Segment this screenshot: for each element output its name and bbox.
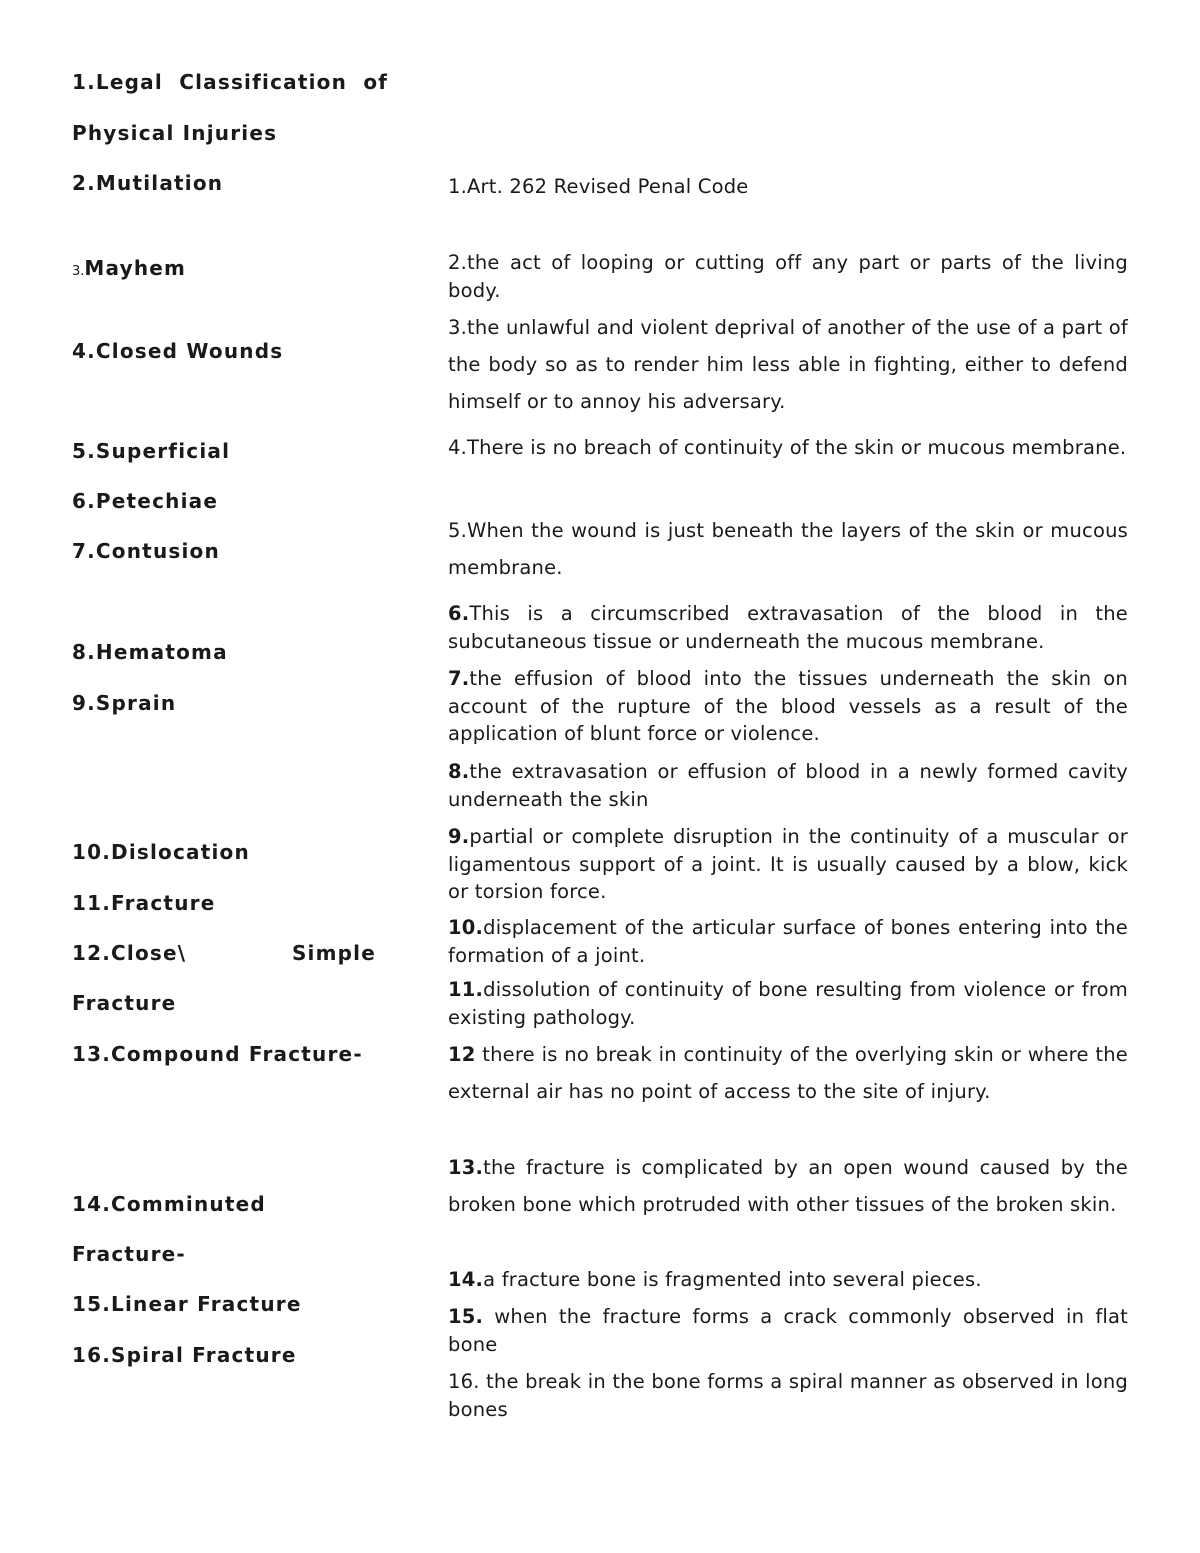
term-label: Closed Wounds <box>95 339 284 363</box>
term-label: Contusion <box>95 539 220 563</box>
definition-text: a fracture bone is fragmented into several pieces. <box>483 1268 982 1291</box>
term-label: Fracture- <box>72 1242 186 1266</box>
term-number: 15. <box>72 1292 112 1316</box>
term-label: Mutilation <box>95 171 224 195</box>
definition-number: 2. <box>448 251 468 274</box>
definition-text: When the wound is just beneath the layers of the skin or mucous membrane. <box>448 519 1128 579</box>
term-label: Close\ <box>111 941 187 965</box>
term-number: 7. <box>72 539 96 563</box>
definition-text: the extravasation or effusion of blood in a newly formed cavity underneath the skin <box>448 760 1128 811</box>
term-9 <box>72 691 376 715</box>
term-1-cont <box>72 121 376 145</box>
term-number: 8. <box>72 640 96 664</box>
definition-text: the act of looping or cutting off any part or parts of the living body. <box>448 251 1128 302</box>
definition-text: partial or complete disruption in the continuity of a muscular or ligamentous support of a joint. It is usually caused by a blow, kick or torsion force. <box>448 825 1128 903</box>
definition-11 <box>448 976 1128 1031</box>
term-2 <box>72 171 376 195</box>
definition-13 <box>448 1149 1128 1223</box>
term-12 <box>72 941 376 965</box>
definition-1 <box>448 173 1128 201</box>
definition-number: 13. <box>448 1156 484 1179</box>
term-number: 3. <box>72 264 85 279</box>
definition-10 <box>448 914 1128 969</box>
definition-text: the fracture is complicated by an open wound caused by the broken bone which protruded with other tissues of the broken skin. <box>448 1156 1128 1216</box>
definition-number: 5. <box>448 519 468 542</box>
term-label: Sprain <box>95 691 177 715</box>
definition-5 <box>448 512 1128 586</box>
term-14 <box>72 1192 376 1216</box>
definition-16 <box>448 1368 1128 1423</box>
definition-4 <box>448 429 1128 466</box>
definition-text: the break in the bone forms a spiral manner as observed in long bones <box>448 1370 1128 1421</box>
definition-text: displacement of the articular surface of bones entering into the formation of a joint. <box>448 916 1128 967</box>
term-number: 14. <box>72 1192 112 1216</box>
term-label: Linear Fracture <box>111 1292 302 1316</box>
term-number: 10. <box>72 840 112 864</box>
term-label: Compound Fracture- <box>111 1042 363 1066</box>
definition-number: 14. <box>448 1268 484 1291</box>
definition-number: 8. <box>448 760 470 783</box>
term-number: 11. <box>72 891 112 915</box>
term-8 <box>72 640 376 664</box>
definition-number: 1. <box>448 175 468 198</box>
definition-text: the effusion of blood into the tissues underneath the skin on account of the rupture of the blood vessels as a result of the application of blunt force or violence. <box>448 667 1128 745</box>
definition-text: there is no break in continuity of the overlying skin or where the external air has no point of access to the site of injury. <box>448 1043 1128 1103</box>
definition-7 <box>448 665 1128 748</box>
definition-text: This is a circumscribed extravasation of the blood in the subcutaneous tissue or underneath the mucous membrane. <box>448 602 1128 653</box>
term-16 <box>72 1343 376 1367</box>
term-6 <box>72 489 376 513</box>
definition-number: 12 <box>448 1043 476 1066</box>
definition-15 <box>448 1303 1128 1358</box>
term-label: Legal Classification of <box>95 70 389 94</box>
term-label: Comminuted <box>111 1192 266 1216</box>
definition-3 <box>448 309 1128 420</box>
term-number: 6. <box>72 489 96 513</box>
term-number: 9. <box>72 691 96 715</box>
term-15 <box>72 1292 376 1316</box>
term-label: Mayhem <box>84 256 187 280</box>
definition-12 <box>448 1036 1128 1110</box>
definition-number: 4. <box>448 436 468 459</box>
term-number: 5. <box>72 439 96 463</box>
term-4 <box>72 339 376 363</box>
definition-number: 7. <box>448 667 470 690</box>
definition-2 <box>448 249 1128 304</box>
term-label: Spiral Fracture <box>111 1343 297 1367</box>
term-label: Fracture <box>111 891 216 915</box>
definition-8 <box>448 758 1128 813</box>
term-label: Hematoma <box>95 640 228 664</box>
term-5 <box>72 439 376 463</box>
definition-text: the unlawful and violent deprival of another of the use of a part of the body so as to render him less able in fighting, either to defend himself or to annoy his adversary. <box>448 316 1128 413</box>
definition-text: Art. 262 Revised Penal Code <box>467 175 749 198</box>
definition-number: 15. <box>448 1305 484 1328</box>
term-3 <box>72 256 376 284</box>
definition-number: 3. <box>448 316 468 339</box>
definition-number: 6. <box>448 602 470 625</box>
definition-number: 16. <box>448 1370 480 1393</box>
term-12-cont <box>72 991 376 1015</box>
definition-number: 11. <box>448 978 484 1001</box>
term-label: Physical Injuries <box>72 121 278 145</box>
term-10 <box>72 840 376 864</box>
term-11 <box>72 891 376 915</box>
definition-9 <box>448 823 1128 906</box>
definition-text: There is no breach of continuity of the skin or mucous membrane. <box>467 436 1127 459</box>
definition-number: 10. <box>448 916 484 939</box>
term-14-cont <box>72 1242 376 1266</box>
term-number: 13. <box>72 1042 112 1066</box>
term-label: Petechiae <box>95 489 219 513</box>
term-label: Dislocation <box>111 840 250 864</box>
term-number: 16. <box>72 1343 112 1367</box>
term-number: 1. <box>72 70 96 94</box>
definition-text: when the fracture forms a crack commonly observed in flat bone <box>448 1305 1128 1356</box>
definition-14 <box>448 1266 1128 1294</box>
term-number: 4. <box>72 339 96 363</box>
term-label: Superficial <box>95 439 231 463</box>
term-7 <box>72 539 376 563</box>
term-number: 2. <box>72 171 96 195</box>
definition-text: dissolution of continuity of bone resulting from violence or from existing pathology. <box>448 978 1128 1029</box>
term-1 <box>72 70 389 94</box>
term-number: 12. <box>72 941 112 965</box>
term-13 <box>72 1042 376 1066</box>
term-label-right: Simple <box>291 941 376 965</box>
definition-6 <box>448 600 1128 655</box>
definition-number: 9. <box>448 825 470 848</box>
term-label: Fracture <box>72 991 177 1015</box>
